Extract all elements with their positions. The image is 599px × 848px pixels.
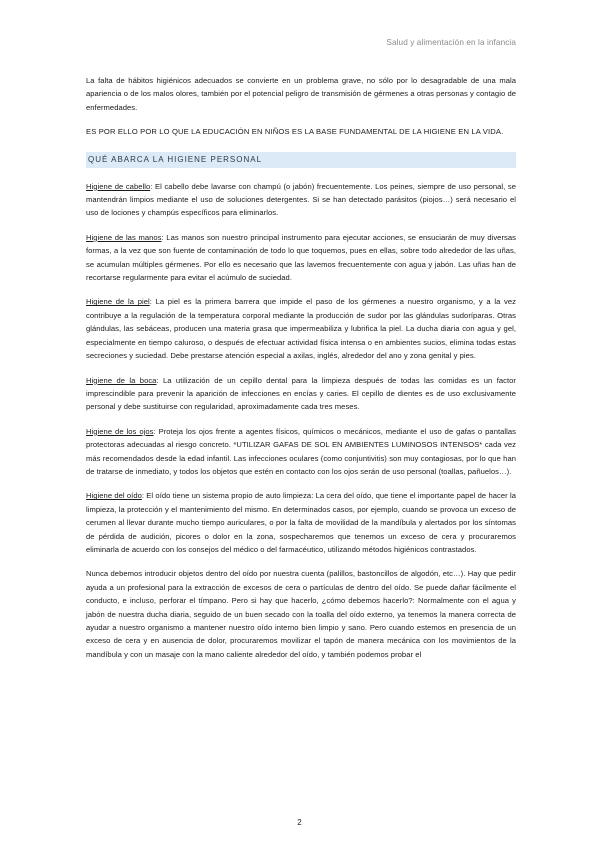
section-heading: QUÉ ABARCA LA HIGIENE PERSONAL [86, 152, 516, 168]
document-body [86, 74, 516, 672]
hygiene-text: : Las manos son nuestro principal instrumento para ejecutar acciones, se ensuciarán de muy diversas formas, a la vez que son fuente de contaminación de todo lo que toquemos, pues en ellas, sobre todo alrededor de las uñas, se acumulan múltiples gérmenes. Por ello es necesario que las lavemos frecuentemente con agua y jabón. Las uñas han de recortarse regularmente para evitar el acúmulo de suciedad. [86, 232, 516, 283]
hygiene-item-skin [86, 295, 516, 362]
hygiene-item-eyes [86, 425, 516, 479]
hygiene-term: Higiene de cabello [86, 181, 151, 191]
hygiene-text: : El oído tiene un sistema propio de auto limpieza: La cera del oído, que tiene el importante papel de hacer la limpieza, la protección y el mantenimiento del mismo. En determinados casos, por ejemplo, cuando se provoca un exceso de cerumen al llevar durante mucho tiempo auriculares, o por la falta de movilidad de la mandíbula y alertados por los síntomas de pérdida de audición, picores o dolor en la zona, sospecharemos que tenemos un exceso de cera y procuraremos eliminarla de acuerdo con los consejos del médico o del farmacéutico, utilizando métodos higiénicos contrastados. [86, 491, 516, 554]
hygiene-text: : Proteja los ojos frente a agentes físicos, químicos o mecánicos, mediante el uso de gafas o pantallas protectoras adecuadas al riesgo concreto. *UTILIZAR GAFAS DE SOL EN AMBIENTES LUMINOSOS INTENSOS* cada vez más recomendados desde la edad infantil. Las infecciones oculares (como conjuntivitis) son muy contagiosas, por lo que han de tratarse de inmediato, y todos los objetos que estén en contacto con los ojos serán de uso personal (toallas, pañuelos…). [86, 426, 517, 476]
hygiene-term: Higiene de las manos [86, 232, 162, 242]
hygiene-item-mouth [86, 374, 516, 414]
emphasis-paragraph: ES POR ELLO POR LO QUE LA EDUCACIÓN EN NIÑOS ES LA BASE FUNDAMENTAL DE LA HIGIENE EN LA VIDA. [86, 127, 504, 137]
hygiene-text: : El cabello debe lavarse con champú (o jabón) frecuentemente. Los peines, siempre de uso personal, se mantendrán limpios mediante el uso de soluciones detergentes. Si se han detectado parásitos (piojos…) será necesario el uso de lociones y champús específicos para eliminarlos. [86, 181, 516, 218]
hygiene-term: Higiene del oído [86, 491, 142, 501]
hygiene-term: Higiene de la boca [86, 375, 157, 385]
running-header: Salud y alimentación en la infancia [386, 38, 516, 47]
closing-paragraph: Nunca debemos introducir objetos dentro del oído por nuestra cuenta (palillos, bastoncillos de algodón, etc…). Hay que pedir ayuda a un profesional para la extracción de excesos de cera o partículas de dentro del oído. Se puede dañar fácilmente el conducto, e incluso, perforar el tímpano. Pero si hay que hacerlo, ¿cómo debemos hacerlo?: Normalmente con el agua y jabón de nuestra ducha diaria, seguido de un buen secado con la toalla del oído externo, ya tenemos la manera correcta de ayudar a nuestro organismo a mantener nuestro oído interno bien limpio y sano. Pero cuando estemos en presencia de un exceso de cera y en ausencia de dolor, procuraremos movilizar el tapón de manera mecánica con los movimientos de la mandíbula y con un masaje con la mano caliente alrededor del oído, y también podemos probar el [86, 569, 516, 659]
hygiene-text: : La utilización de un cepillo dental para la limpieza después de todas las comidas es un factor imprescindible para prevenir la aparición de infecciones en encías y caries. El cepillo de dientes es de uso exclusivamente personal y debe sustituirse con regularidad, aproximadamente cada tres meses. [86, 375, 516, 412]
hygiene-term: Higiene de los ojos [86, 426, 154, 436]
page-number: 2 [297, 818, 302, 827]
hygiene-item-ear [86, 489, 516, 556]
intro-paragraph: La falta de hábitos higiénicos adecuados se convierte en un problema grave, no sólo por lo desagradable de una mala apariencia o de los malos olores, también por el potencial peligro de transmisión de gérmenes a otras personas y contagio de enfermedades. [86, 76, 516, 112]
hygiene-item-hands [86, 231, 516, 285]
hygiene-term: Higiene de la piel [86, 297, 150, 307]
hygiene-text: : La piel es la primera barrera que impide el paso de los gérmenes a nuestro organismo, y a la vez contribuye a la regulación de la temperatura corporal mediante la producción de sudor por las glándulas sudoríparas. Otras glándulas, las sebáceas, producen una materia grasa que impermeabiliza y lubrifica la piel. La ducha diaria con agua y gel, especialmente en tiempo caluroso, o después de efectuar actividad física intensa o en ambientes sucios, elimina todas estas secreciones y suciedad. Debe prestarse atención especial a axilas, inglés, alrededor del ano y zona genital y pies. [86, 297, 516, 361]
hygiene-item-hair [86, 180, 516, 220]
